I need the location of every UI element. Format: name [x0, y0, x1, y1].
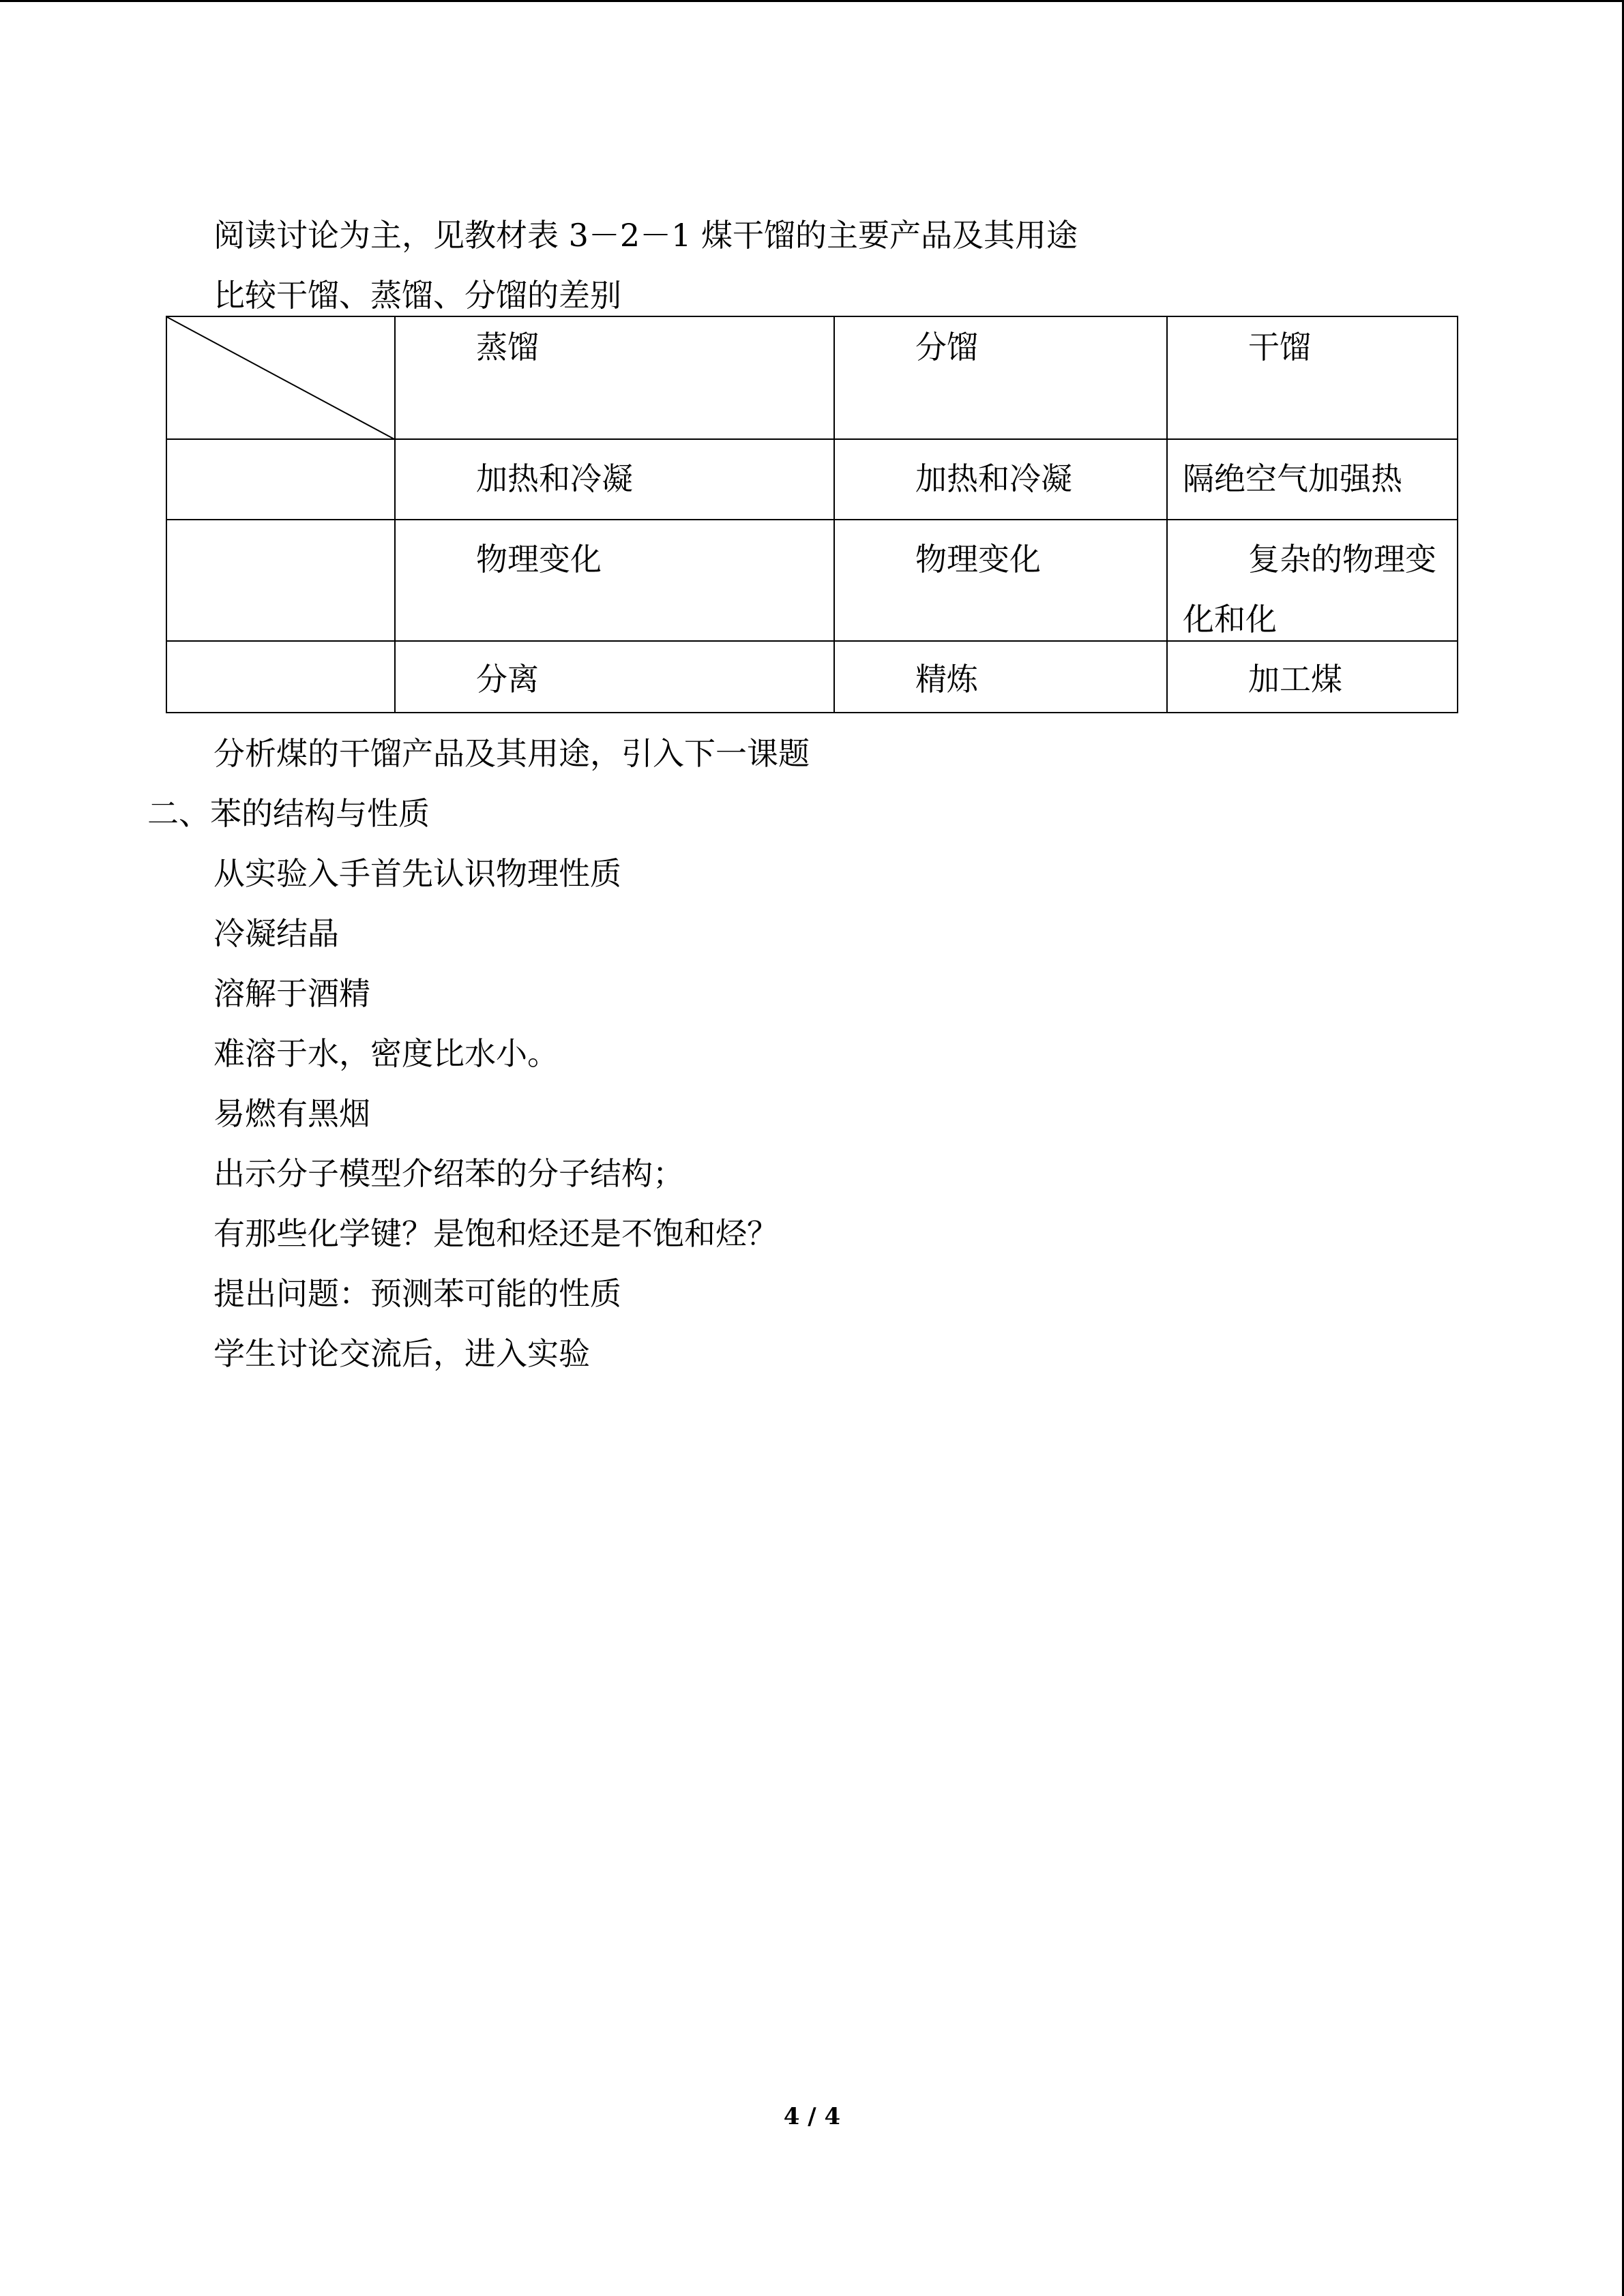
table-col-divider — [833, 317, 835, 712]
body-line: 难溶于水，密度比水小。 — [213, 1035, 559, 1072]
body-line: 出示分子模型介绍苯的分子结构； — [213, 1155, 684, 1192]
page-top-border — [0, 0, 1624, 2]
comparison-table — [166, 316, 1458, 713]
table-cell: 复杂的物理变 — [1248, 541, 1436, 578]
table-cell: 加热和冷凝 — [915, 460, 1072, 497]
body-line: 易燃有黑烟 — [213, 1095, 370, 1132]
body-line: 有那些化学键？是饱和烃还是不饱和烃？ — [213, 1215, 778, 1252]
table-header-ganliu: 干馏 — [1248, 329, 1311, 366]
body-line: 学生讨论交流后，进入实验 — [213, 1335, 590, 1372]
table-cell: 加热和冷凝 — [476, 460, 633, 497]
table-corner-diagonal — [167, 317, 396, 440]
table-row-divider — [167, 519, 1457, 520]
page-number: 4 / 4 — [783, 2103, 841, 2130]
table-cell: 加工煤 — [1248, 661, 1342, 698]
after-table-line: 分析煤的干馏产品及其用途，引入下一课题 — [213, 735, 810, 772]
table-col-divider — [1166, 317, 1168, 712]
body-line: 提出问题：预测苯可能的性质 — [213, 1275, 621, 1312]
table-cell: 物理变化 — [915, 541, 1041, 578]
intro-line-1: 阅读讨论为主，见教材表 3－2－1 煤干馏的主要产品及其用途 — [213, 217, 1078, 254]
table-cell: 隔绝空气加强热 — [1183, 460, 1402, 497]
table-cell: 物理变化 — [476, 541, 602, 578]
table-header-fenliu: 分馏 — [915, 329, 978, 366]
body-line: 从实验入手首先认识物理性质 — [213, 855, 621, 892]
table-cell-continuation: 化和化 — [1183, 601, 1277, 638]
section-heading: 二、苯的结构与性质 — [147, 795, 430, 832]
table-cell: 分离 — [476, 661, 539, 698]
body-line: 冷凝结晶 — [213, 915, 339, 952]
intro-line-2: 比较干馏、蒸馏、分馏的差别 — [213, 277, 621, 314]
table-header-zhengliu: 蒸馏 — [476, 329, 539, 366]
table-cell: 精炼 — [915, 661, 978, 698]
body-line: 溶解于酒精 — [213, 975, 370, 1012]
